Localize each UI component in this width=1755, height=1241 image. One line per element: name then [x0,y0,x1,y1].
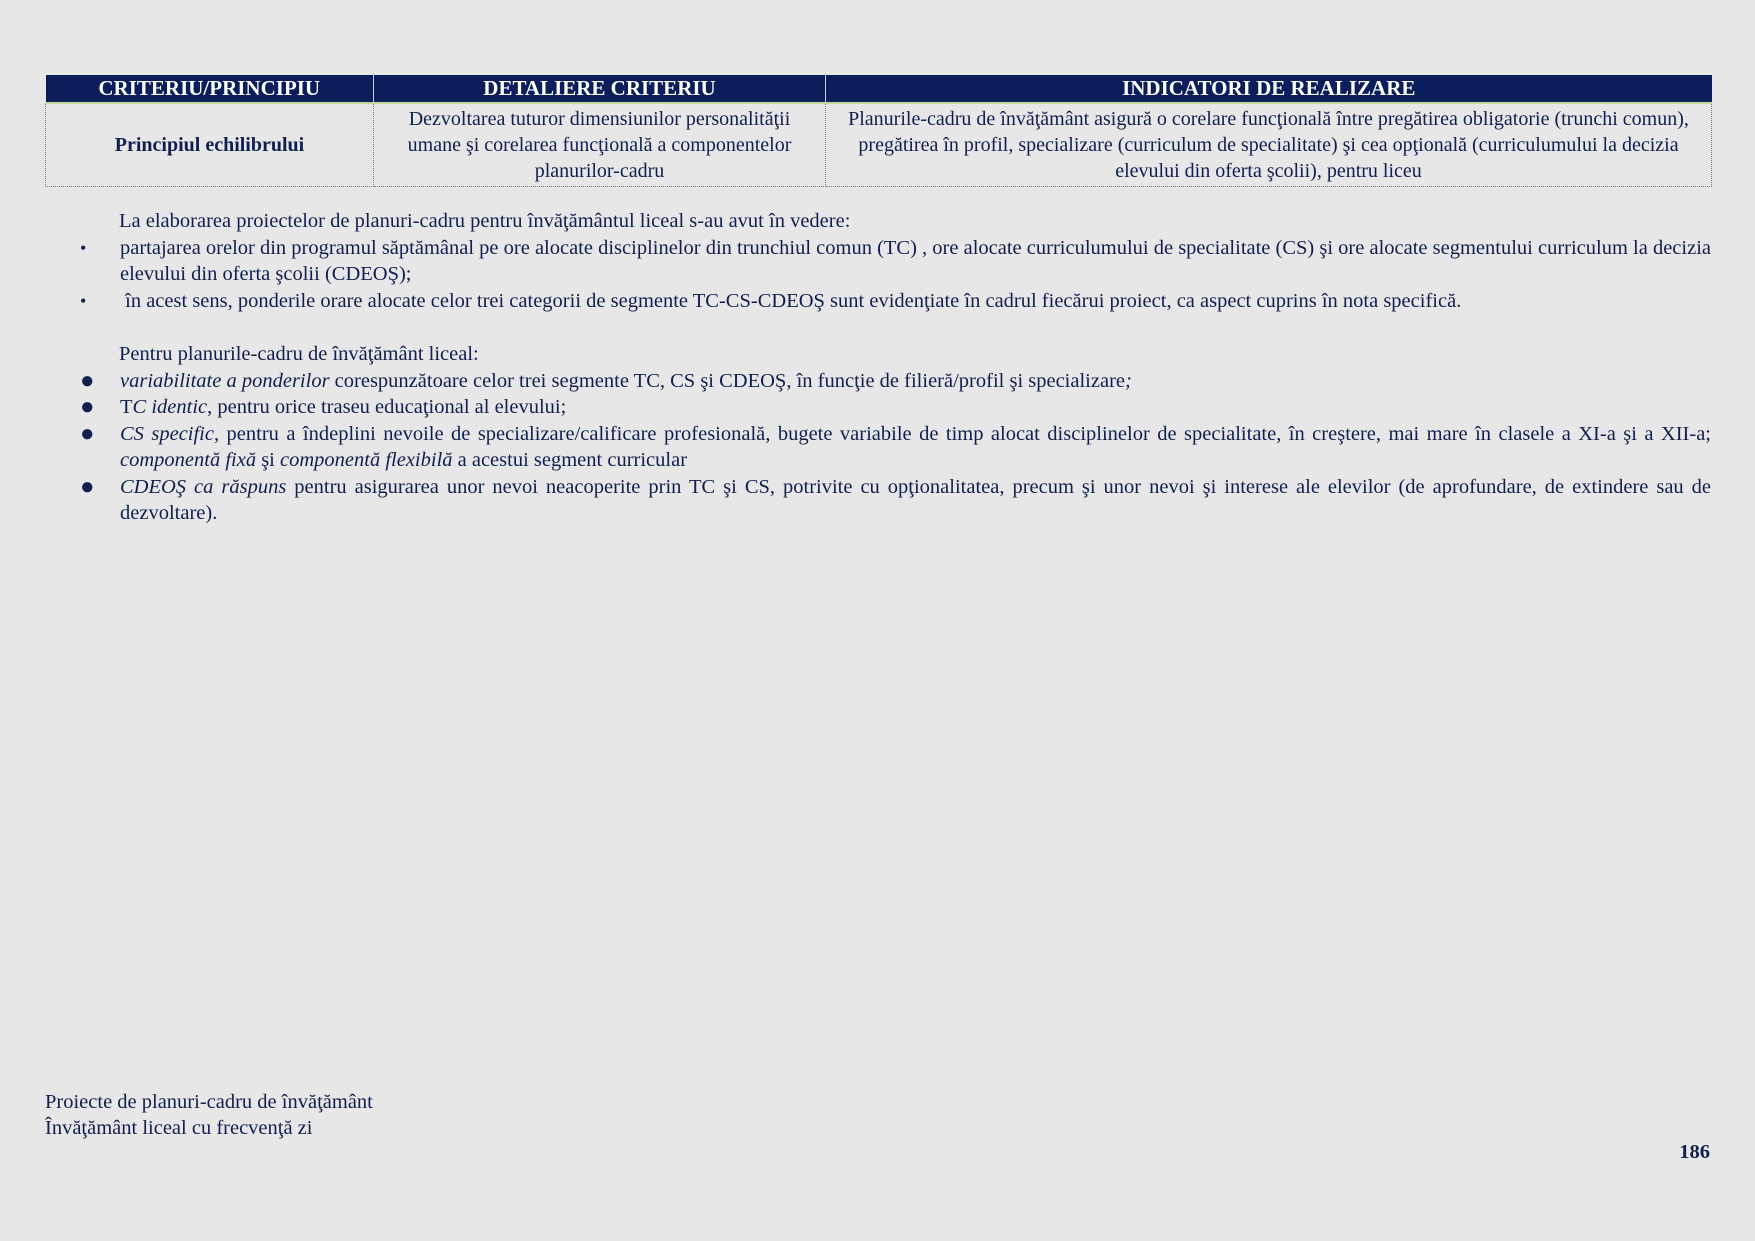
header-detaliere: DETALIERE CRITERIU [374,75,826,103]
list-item [45,368,1711,395]
list-item [45,421,1711,474]
body-text [45,208,1711,527]
list-item-text: pentru asigurarea unor nevoi neacoperite prin TC şi CS, potrivite cu opţionalitatea, precum şi unor nevoi şi interese ale elevilor (de aprofundare, de extindere sau de dezvoltare). [120,475,1712,524]
bullet-icon: ● [80,367,95,394]
page-footer [45,1089,373,1141]
list-item [45,288,1711,315]
emphasis-text: componentă fixă [120,449,257,471]
list-item [45,474,1711,527]
bullet-icon: • [80,237,87,258]
list-item-text: T [120,396,133,418]
bullet-icon: • [80,290,87,311]
list-item-text: partajarea orelor din programul săptămânal pe ore alocate disciplinelor din trunchiul comun (TC) , ore alocate curriculumului de specialitate (CS) şi ore alocate segmentului curriculum la decizia elevului din oferta şcolii (CDEOŞ); [120,236,1711,285]
cell-criteriu: Principiul echilibrului [46,103,374,187]
header-criteriu: CRITERIU/PRINCIPIU [46,75,374,103]
emphasis-text: ; [1125,369,1132,392]
spacer [45,314,1711,341]
list-item-text: , pentru orice traseu educaţional al elevului; [207,396,567,418]
criteria-table [45,75,1712,187]
bullet-icon: ● [80,473,95,500]
list-item-text: corespunzătoare celor trei segmente TC, CS şi CDEOŞ, în funcţie de filieră/profil şi specializare [329,369,1125,392]
list-item-text: şi [256,449,281,471]
list-item [45,235,1711,288]
table-header-row [46,75,1712,103]
emphasis-text: CDEOŞ ca răspuns [120,475,287,498]
section1-list [45,235,1711,315]
list-item-text: , pentru a îndeplini nevoile de specializare/calificare profesională, bugete variabile de timp alocat disciplinelor de specialitate, în creştere, mai mare în clasele a XI-a şi a XII-a; [213,422,1711,445]
list-item-text: a acestui segment curricular [452,449,688,471]
emphasis-text: C identic [132,396,208,418]
cell-detaliere: Dezvoltarea tuturor dimensiunilor personalităţii umane şi corelarea funcţională a componentelor planurilor-cadru [374,103,826,187]
cell-indicatori: Planurile-cadru de învăţământ asigură o corelare funcţională între pregătirea obligatorie (trunchi comun), pregătirea în profil, specializare (curriculum de specialitate) şi cea opţională (curriculumului la decizia elevului din oferta şcolii), pentru liceu [826,103,1712,187]
emphasis-text: componentă flexibilă [280,449,453,471]
emphasis-text: variabilitate a ponderilor [120,369,330,392]
page-number: 186 [1679,1141,1710,1163]
bullet-icon: ● [80,420,95,447]
list-item [45,394,1711,421]
header-indicatori: INDICATORI DE REALIZARE [826,75,1712,103]
footer-line2: Învăţământ liceal cu frecvenţă zi [45,1117,313,1139]
emphasis-text: CS specific [120,422,214,445]
list-item-text: în acest sens, ponderile orare alocate celor trei categorii de segmente TC-CS-CDEOŞ sunt evidenţiate în cadrul fiecărui proiect, ca aspect cuprins în nota specifică. [120,289,1462,312]
section2-list [45,368,1711,527]
section1-intro: La elaborarea proiectelor de planuri-cadru pentru învăţământul liceal s-au avut în vedere: [119,210,851,232]
bullet-icon: ● [80,394,95,420]
table-row [46,103,1712,187]
section2-intro: Pentru planurile-cadru de învăţământ liceal: [119,343,479,365]
footer-line1: Proiecte de planuri-cadru de învăţământ [45,1091,373,1113]
